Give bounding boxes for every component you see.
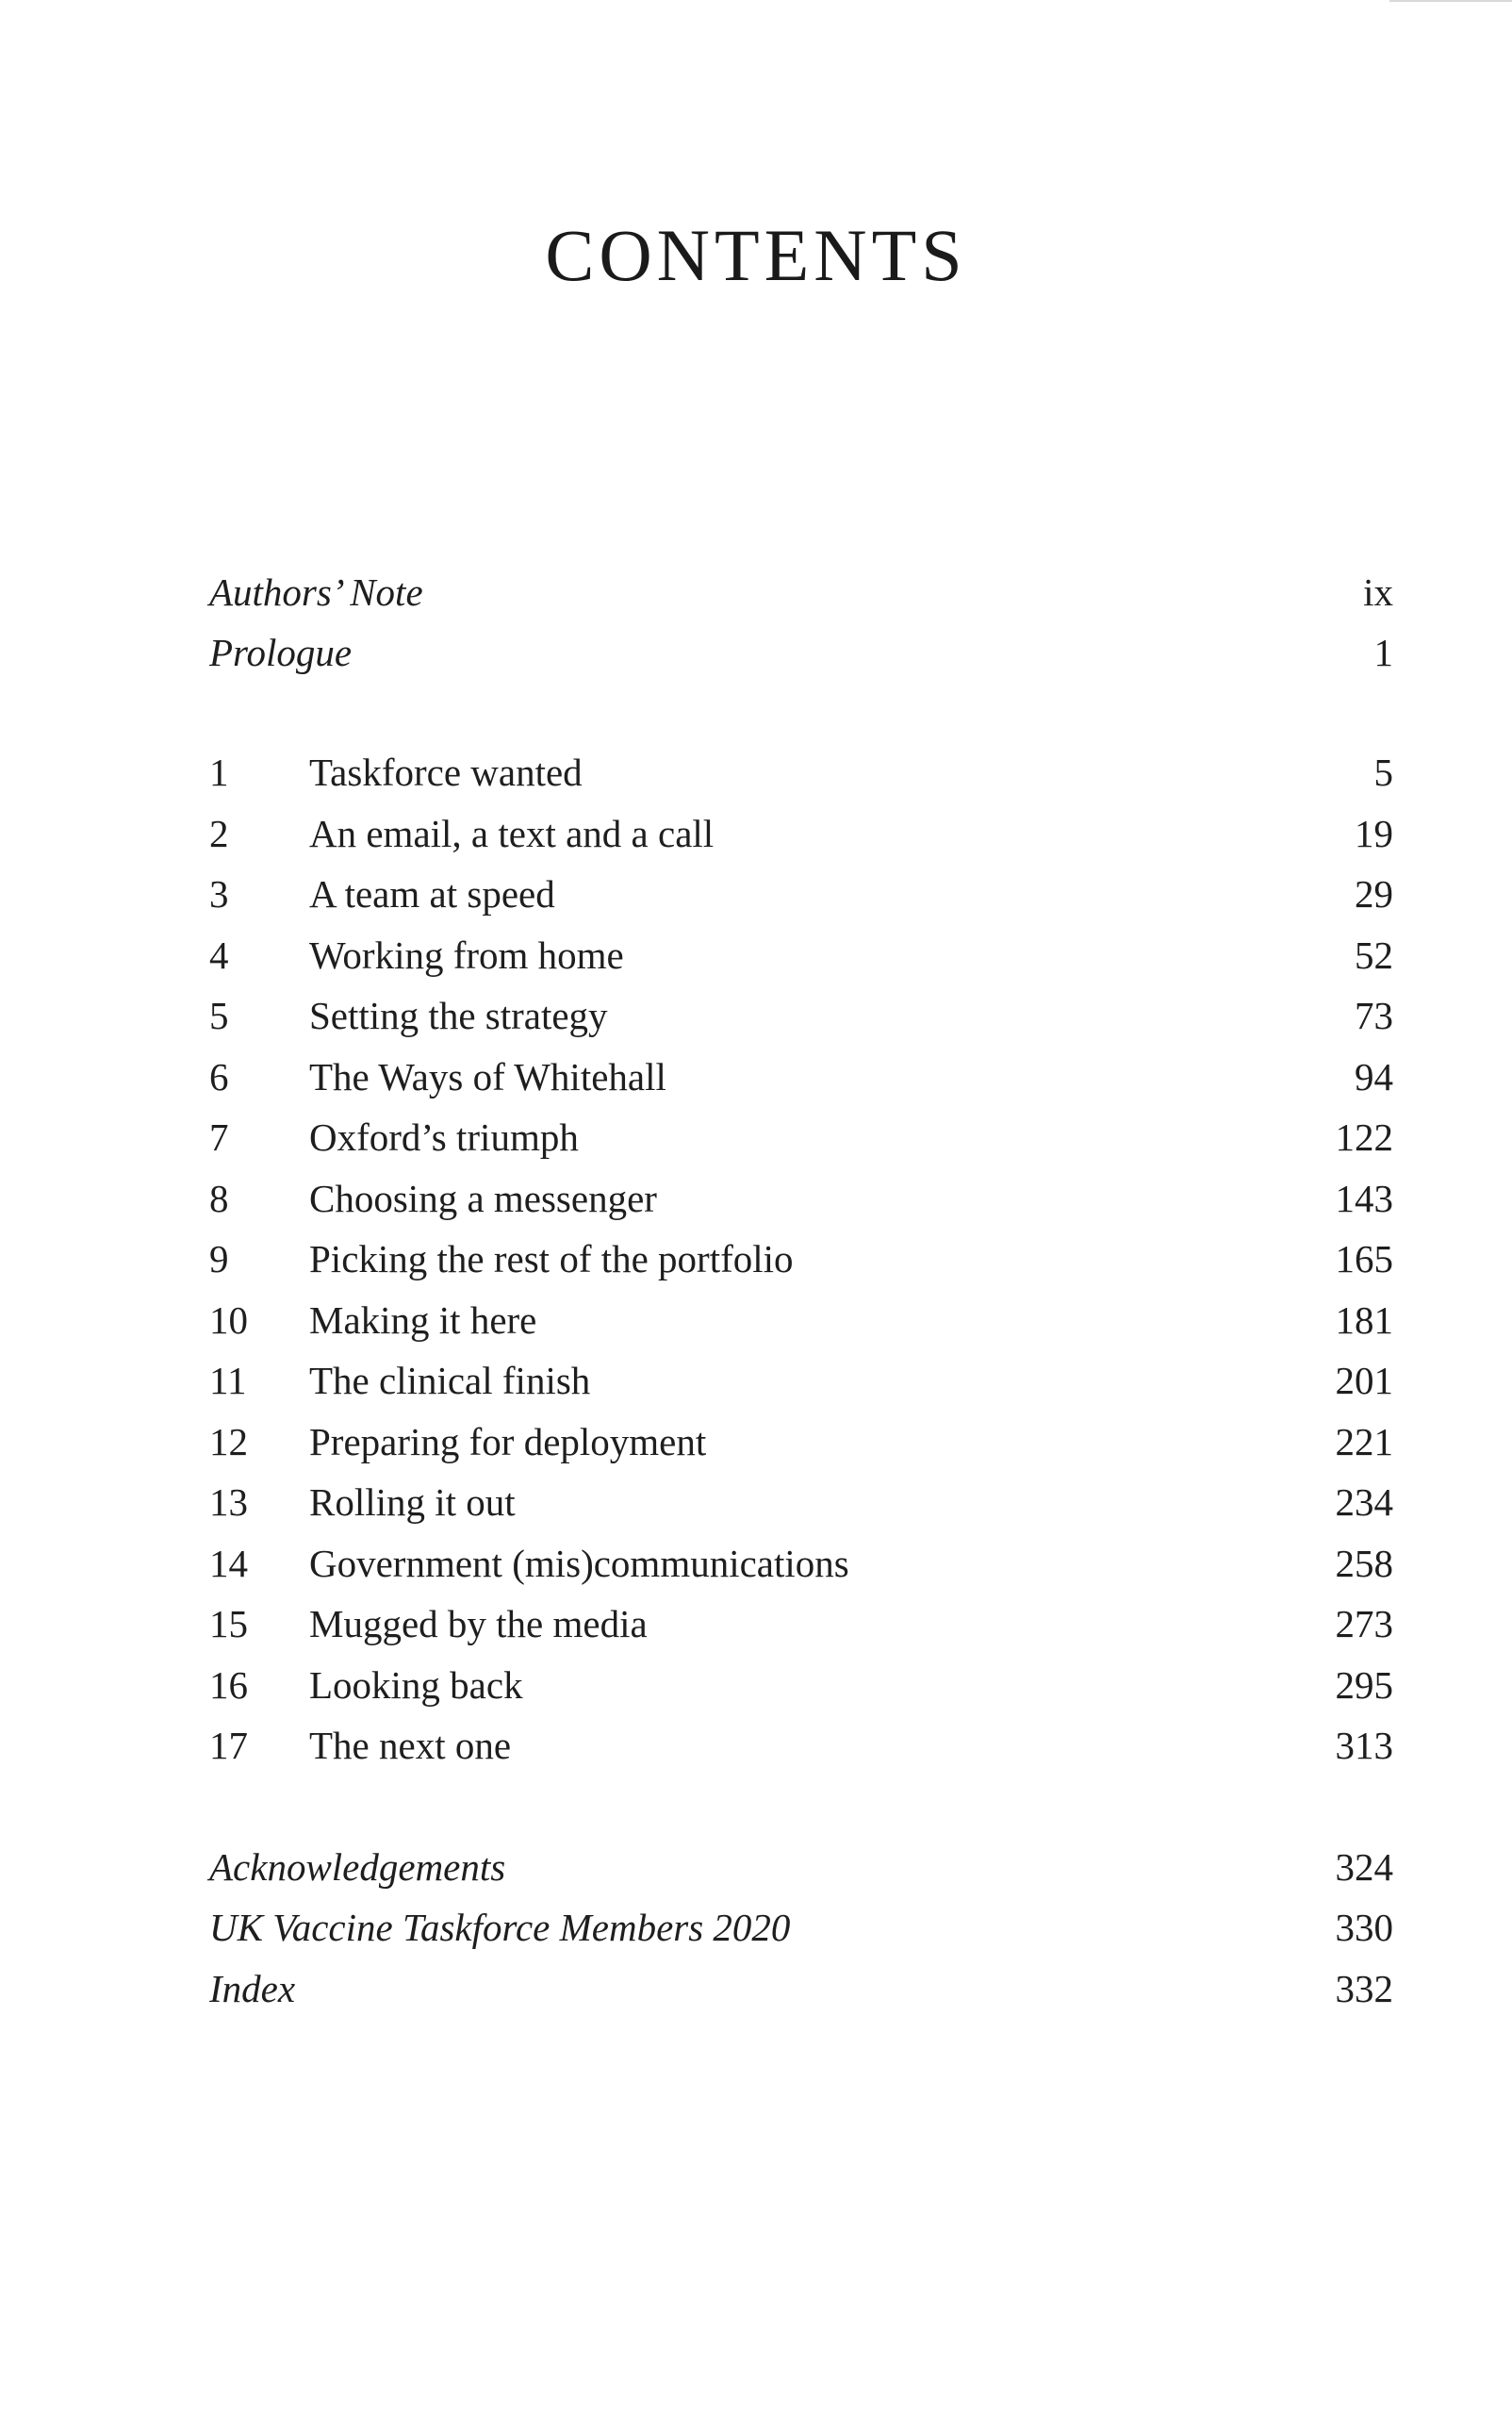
chapter-page: 273 [1335,1602,1393,1645]
toc-chapter-3 [209,864,1393,924]
chapter-number: 12 [209,1420,248,1463]
toc-entry-page: 330 [1335,1906,1393,1949]
chapter-number: 17 [209,1724,248,1767]
toc-chapter-6 [209,1047,1393,1107]
toc-entry-page: 1 [1373,631,1393,674]
toc-entry-prologue [209,622,1393,683]
chapter-page: 73 [1355,994,1393,1037]
toc-chapter-15 [209,1594,1393,1654]
chapter-page: 19 [1355,812,1393,855]
chapter-number: 16 [209,1663,248,1707]
chapter-number: 13 [209,1480,248,1524]
chapter-number: 10 [209,1298,248,1342]
toc-chapter-12 [209,1412,1393,1472]
toc-chapter-4 [209,925,1393,985]
chapter-title: Choosing a messenger [309,1177,657,1220]
chapter-number: 8 [209,1177,229,1220]
chapter-number: 14 [209,1542,248,1585]
chapter-title: Mugged by the media [309,1602,648,1645]
toc-entry-label: Authors’ Note [209,570,423,614]
chapter-page: 181 [1335,1298,1393,1342]
toc-chapter-10 [209,1290,1393,1350]
toc-chapter-13 [209,1472,1393,1532]
chapter-title: Preparing for deployment [309,1420,707,1463]
chapter-page: 165 [1335,1237,1393,1280]
chapter-title: An email, a text and a call [309,812,715,855]
toc-entry-page: 332 [1335,1967,1393,2010]
chapter-title: Rolling it out [309,1480,516,1524]
toc-chapter-2 [209,803,1393,864]
toc-entry-authors-note [209,562,1393,622]
toc-entry-label: Acknowledgements [209,1845,506,1889]
chapter-page: 122 [1335,1115,1393,1159]
chapter-title: Making it here [309,1298,537,1342]
chapter-title: Picking the rest of the portfolio [309,1237,794,1280]
toc-chapter-8 [209,1168,1393,1229]
chapter-page: 143 [1335,1177,1393,1220]
toc-entry-label: UK Vaccine Taskforce Members 2020 [209,1906,791,1949]
toc-chapter-14 [209,1533,1393,1594]
toc-entry-page: ix [1363,570,1393,614]
chapter-page: 94 [1355,1055,1393,1099]
chapter-number: 11 [209,1359,247,1402]
chapter-number: 15 [209,1602,248,1645]
chapter-page: 313 [1335,1724,1393,1767]
toc-chapter-9 [209,1229,1393,1289]
chapter-page: 29 [1355,872,1393,916]
toc-chapter-16 [209,1655,1393,1715]
chapter-title: Looking back [309,1663,523,1707]
toc-chapter-7 [209,1107,1393,1167]
toc-chapter-11 [209,1350,1393,1411]
chapter-title: A team at speed [309,872,555,916]
chapter-number: 7 [209,1115,229,1159]
chapter-number: 2 [209,812,229,855]
chapter-number: 5 [209,994,229,1037]
chapter-title: Oxford’s triumph [309,1115,579,1159]
chapter-page: 258 [1335,1542,1393,1585]
chapter-title: The Ways of Whitehall [309,1055,666,1099]
toc-entry-acknowledgements [209,1837,1393,1897]
toc-entry-page: 324 [1335,1845,1393,1889]
chapter-title: The clinical finish [309,1359,591,1402]
toc-entry-label: Prologue [209,631,353,674]
toc-chapter-5 [209,985,1393,1046]
toc-entry-taskforce-members [209,1897,1393,1958]
toc-chapter-17 [209,1715,1393,1776]
chapter-number: 1 [209,751,229,794]
chapter-title: Setting the strategy [309,994,608,1037]
chapter-number: 4 [209,933,229,977]
chapter-title: Taskforce wanted [309,751,583,794]
scan-edge-mark [1389,0,1512,2]
chapter-page: 221 [1335,1420,1393,1463]
chapter-title: Working from home [309,933,624,977]
chapter-page: 234 [1335,1480,1393,1524]
toc-chapter-1 [209,742,1393,802]
toc-entry-index [209,1958,1393,2019]
page-title: CONTENTS [545,214,967,296]
chapter-title: The next one [309,1724,512,1767]
chapter-number: 6 [209,1055,229,1099]
chapter-number: 3 [209,872,229,916]
chapter-page: 52 [1355,933,1393,977]
chapter-number: 9 [209,1237,229,1280]
chapter-title: Government (mis)communications [309,1542,849,1585]
toc-entry-label: Index [209,1967,296,2010]
chapter-page: 5 [1373,751,1393,794]
chapter-page: 201 [1335,1359,1393,1402]
chapter-page: 295 [1335,1663,1393,1707]
